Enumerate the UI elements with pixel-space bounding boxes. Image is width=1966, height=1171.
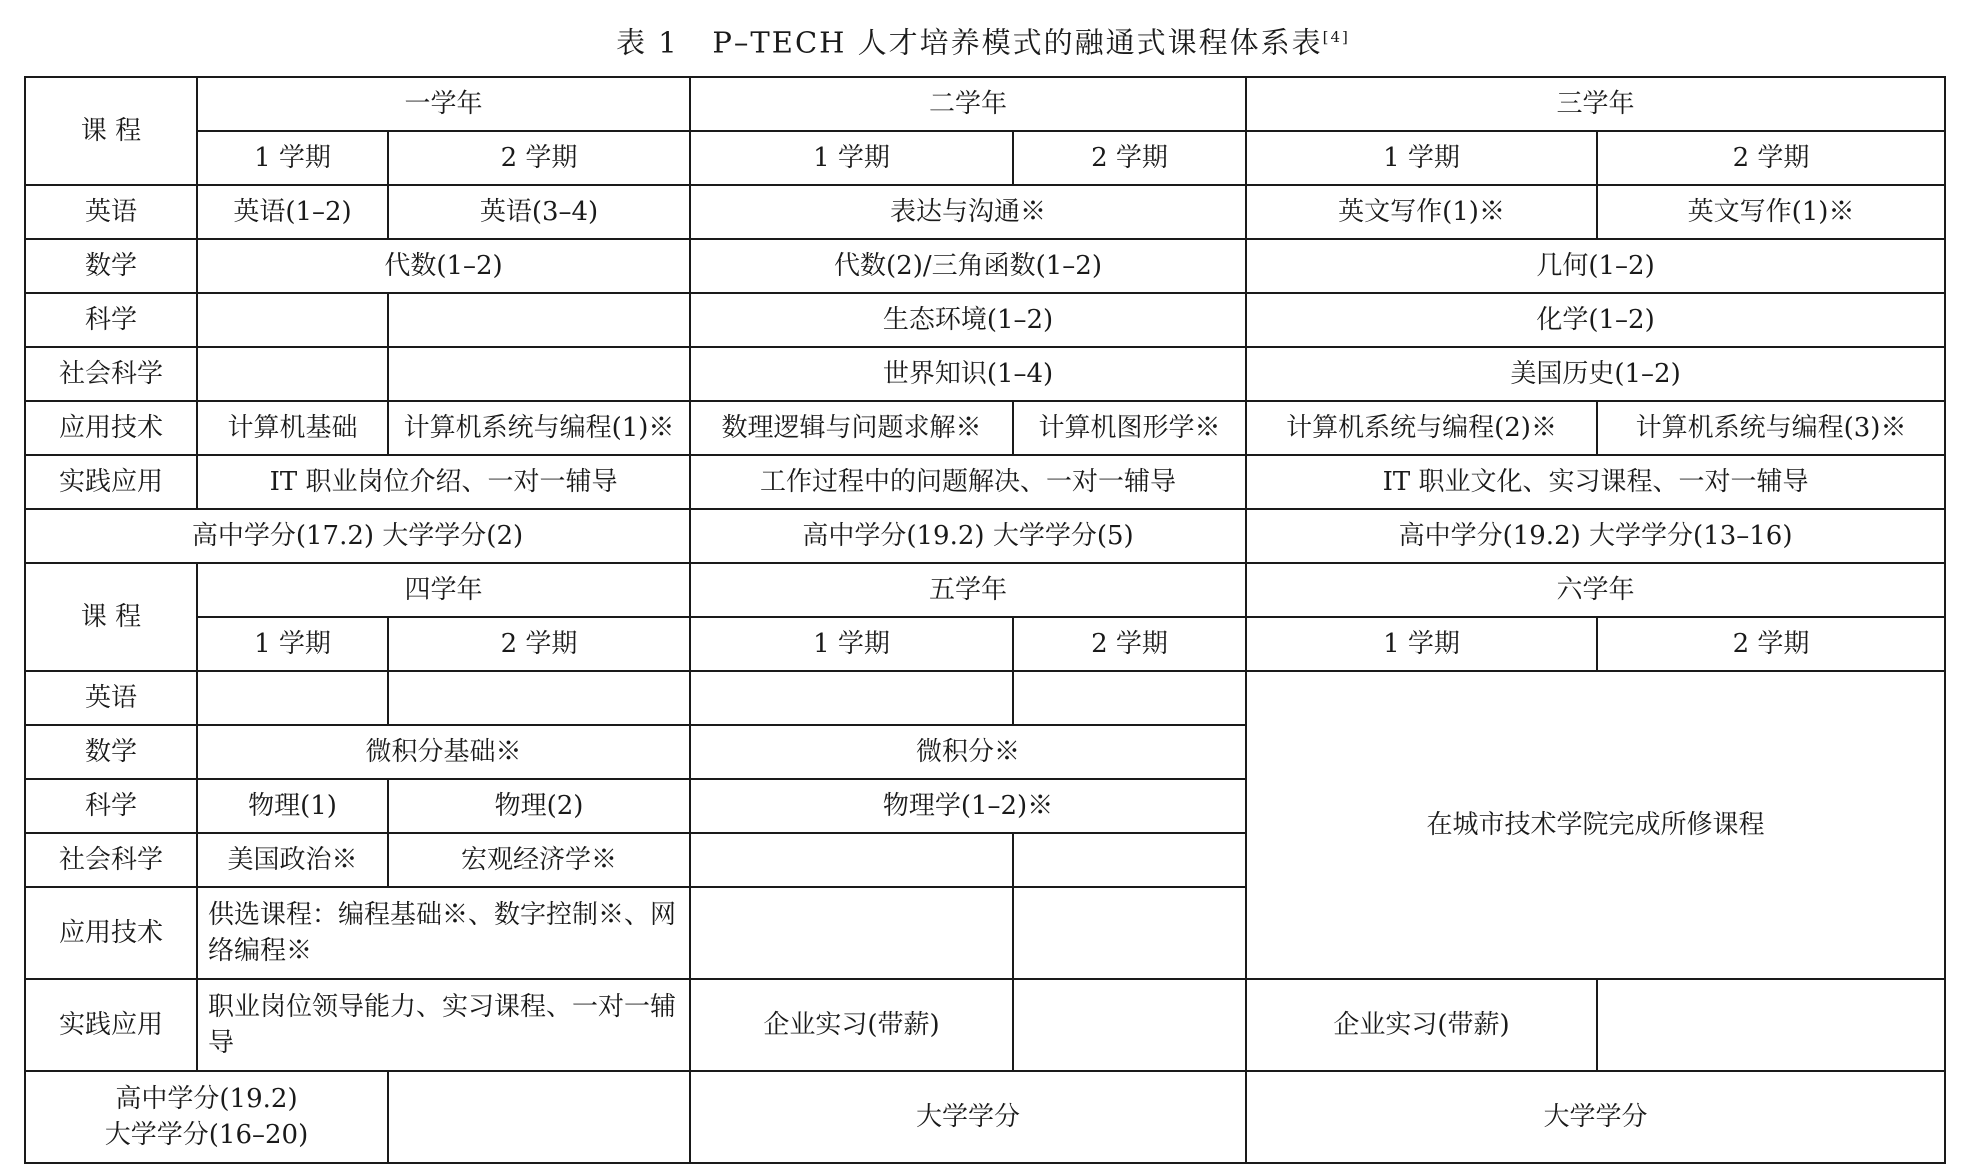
credits-line: 大学学分(16–20) <box>104 1120 309 1150</box>
row-label-science: 科学 <box>25 779 197 833</box>
table-row <box>25 563 1945 617</box>
table-row <box>25 77 1945 131</box>
caption-reference: [4] <box>1322 28 1350 46</box>
table-cell: 世界知识(1–4) <box>690 347 1246 401</box>
table-row <box>25 239 1945 293</box>
table-cell: 英文写作(1)※ <box>1597 185 1945 239</box>
term-header: 2 学期 <box>1597 617 1945 671</box>
empty-cell <box>1013 671 1246 725</box>
table-cell: IT 职业岗位介绍、一对一辅导 <box>197 455 690 509</box>
credits-cell: 高中学分(19.2) 大学学分(13–16) <box>1246 509 1945 563</box>
year-header-6: 六学年 <box>1246 563 1945 617</box>
term-header: 1 学期 <box>1246 617 1597 671</box>
table-cell: 美国历史(1–2) <box>1246 347 1945 401</box>
table-row <box>25 617 1945 671</box>
table-cell: 企业实习(带薪) <box>1246 979 1597 1071</box>
row-label-social-science: 社会科学 <box>25 347 197 401</box>
table-cell: 计算机系统与编程(2)※ <box>1246 401 1597 455</box>
empty-cell <box>197 293 388 347</box>
year-header-1: 一学年 <box>197 77 690 131</box>
table-cell: 计算机系统与编程(3)※ <box>1597 401 1945 455</box>
table-cell: 代数(1–2) <box>197 239 690 293</box>
year6-merged-cell: 在城市技术学院完成所修课程 <box>1246 671 1945 979</box>
row-label-math: 数学 <box>25 725 197 779</box>
row-label-applied-tech: 应用技术 <box>25 887 197 979</box>
empty-cell <box>690 887 1013 979</box>
term-header: 2 学期 <box>388 617 690 671</box>
table-cell: 生态环境(1–2) <box>690 293 1246 347</box>
table-cell: 化学(1–2) <box>1246 293 1945 347</box>
year-header-2: 二学年 <box>690 77 1246 131</box>
caption-label: 表 1 <box>616 25 679 60</box>
table-row <box>25 1071 1945 1163</box>
row-label-social-science: 社会科学 <box>25 833 197 887</box>
table-cell: 英语(1–2) <box>197 185 388 239</box>
table-row <box>25 979 1945 1071</box>
year-header-5: 五学年 <box>690 563 1246 617</box>
table-row <box>25 185 1945 239</box>
table-cell: 英文写作(1)※ <box>1246 185 1597 239</box>
term-header: 2 学期 <box>1597 131 1945 185</box>
credits-line: 高中学分(19.2) <box>115 1084 298 1114</box>
caption-title: P–TECH 人才培养模式的融通式课程体系表 <box>712 25 1323 60</box>
table-cell: 表达与沟通※ <box>690 185 1246 239</box>
term-header: 1 学期 <box>1246 131 1597 185</box>
table-cell: 物理学(1–2)※ <box>690 779 1246 833</box>
term-header: 2 学期 <box>1013 131 1246 185</box>
empty-cell <box>388 671 690 725</box>
table-row <box>25 131 1945 185</box>
table-row <box>25 509 1945 563</box>
table-cell: 微积分基础※ <box>197 725 690 779</box>
year-header-4: 四学年 <box>197 563 690 617</box>
row-label-applied-tech: 应用技术 <box>25 401 197 455</box>
row-label-practice: 实践应用 <box>25 455 197 509</box>
table-cell: 微积分※ <box>690 725 1246 779</box>
row-label-math: 数学 <box>25 239 197 293</box>
empty-cell <box>690 671 1013 725</box>
empty-cell <box>388 1071 690 1163</box>
course-header-cell: 课 程 <box>25 77 197 185</box>
empty-cell <box>1013 979 1246 1071</box>
row-label-science: 科学 <box>25 293 197 347</box>
empty-cell <box>197 671 388 725</box>
empty-cell <box>1013 887 1246 979</box>
credits-cell: 高中学分(19.2) 大学学分(5) <box>690 509 1246 563</box>
term-header: 1 学期 <box>690 617 1013 671</box>
table-cell: 企业实习(带薪) <box>690 979 1013 1071</box>
credits-cell: 大学学分 <box>1246 1071 1945 1163</box>
table-cell: 英语(3–4) <box>388 185 690 239</box>
table-cell: 计算机系统与编程(1)※ <box>388 401 690 455</box>
table-cell: 物理(2) <box>388 779 690 833</box>
empty-cell <box>388 293 690 347</box>
table-cell: 供选课程：编程基础※、数字控制※、网络编程※ <box>197 887 690 979</box>
term-header: 2 学期 <box>1013 617 1246 671</box>
table-cell: 美国政治※ <box>197 833 388 887</box>
table-cell: 计算机图形学※ <box>1013 401 1246 455</box>
empty-cell <box>1013 833 1246 887</box>
table-row <box>25 455 1945 509</box>
table-row <box>25 401 1945 455</box>
credits-cell <box>25 1071 388 1163</box>
row-label-practice: 实践应用 <box>25 979 197 1071</box>
row-label-english: 英语 <box>25 185 197 239</box>
row-label-english: 英语 <box>25 671 197 725</box>
table-cell: 物理(1) <box>197 779 388 833</box>
year-header-3: 三学年 <box>1246 77 1945 131</box>
empty-cell <box>690 833 1013 887</box>
empty-cell <box>1597 979 1945 1071</box>
course-header-cell: 课 程 <box>25 563 197 671</box>
term-header: 1 学期 <box>197 131 388 185</box>
table-caption <box>0 12 1966 62</box>
term-header: 1 学期 <box>197 617 388 671</box>
curriculum-table <box>24 76 1946 1164</box>
table-cell: 几何(1–2) <box>1246 239 1945 293</box>
table-cell: 职业岗位领导能力、实习课程、一对一辅导 <box>197 979 690 1071</box>
table-cell: 数理逻辑与问题求解※ <box>690 401 1013 455</box>
table-cell: 计算机基础 <box>197 401 388 455</box>
empty-cell <box>388 347 690 401</box>
term-header: 2 学期 <box>388 131 690 185</box>
table-cell: 代数(2)/三角函数(1–2) <box>690 239 1246 293</box>
table-row <box>25 347 1945 401</box>
term-header: 1 学期 <box>690 131 1013 185</box>
credits-cell: 高中学分(17.2) 大学学分(2) <box>25 509 690 563</box>
table-cell: 宏观经济学※ <box>388 833 690 887</box>
credits-cell: 大学学分 <box>690 1071 1246 1163</box>
table-cell: 工作过程中的问题解决、一对一辅导 <box>690 455 1246 509</box>
table-row <box>25 293 1945 347</box>
table-cell: IT 职业文化、实习课程、一对一辅导 <box>1246 455 1945 509</box>
table-row <box>25 671 1945 725</box>
empty-cell <box>197 347 388 401</box>
